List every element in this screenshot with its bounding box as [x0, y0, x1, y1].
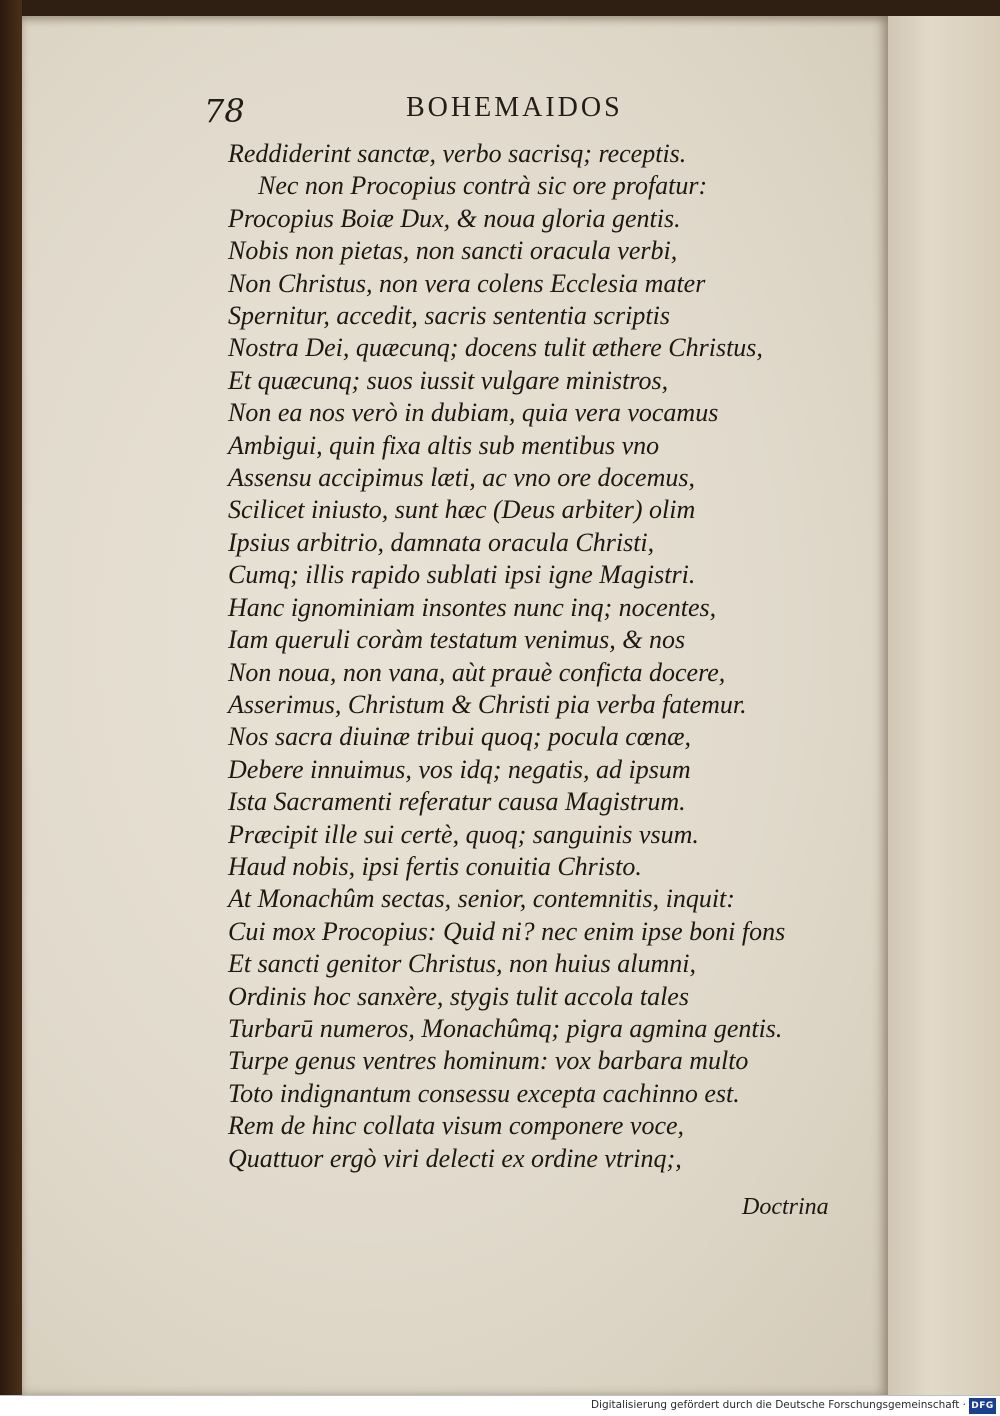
verse-line: Cumq; illis rapido sublati ipsi igne Magistri.	[228, 560, 696, 590]
verse-line: Ambigui, quin fixa altis sub mentibus vno	[228, 430, 660, 460]
verse-line: Toto indignantum consessu excepta cachinno est.	[228, 1078, 740, 1108]
catchword: Doctrina	[742, 1194, 829, 1220]
facing-page-edge	[884, 16, 1000, 1395]
page-number: 78	[204, 92, 245, 130]
verse-line: Ista Sacramenti referatur causa Magistrum.	[228, 787, 686, 817]
verse-line: Reddiderint sanctæ, verbo sacrisq; receptis.	[228, 139, 687, 168]
funding-credit: Digitalisierung gefördert durch die Deutsche Forschungsgemeinschaft ·	[590, 1399, 966, 1411]
verse-line: Haud nobis, ipsi fertis conuitia Christo.	[228, 851, 642, 881]
verse-line: Nos sacra diuinæ tribui quoq; pocula cœnæ,	[228, 722, 691, 752]
verse-line: Spernitur, accedit, sacris sententia scriptis	[228, 301, 670, 331]
verse-line: Quattuor ergò viri delecti ex ordine vtrinq;,	[228, 1143, 682, 1173]
verse-line: Non Christus, non vera colens Ecclesia mater	[228, 268, 706, 298]
scan-edge-left	[0, 0, 22, 1395]
verse-line: Ipsius arbitrio, damnata oracula Christi,	[228, 527, 655, 557]
verse-line: Et sancti genitor Christus, non huius alumni,	[228, 949, 697, 979]
running-head: BOHEMAIDOS	[406, 92, 623, 123]
verse-line: Iam queruli coràm testatum venimus, & nos	[228, 625, 686, 655]
verse-line: Scilicet iniusto, sunt hæc (Deus arbiter) olim	[228, 495, 696, 525]
verse-text-block	[228, 138, 868, 1175]
verse-line: Debere innuimus, vos idq; negatis, ad ipsum	[228, 754, 691, 784]
verse-line: Ordinis hoc sanxère, stygis tulit accola tales	[228, 981, 689, 1011]
verse-line: Cui mox Procopius: Quid ni? nec enim ipse boni fons	[228, 916, 786, 946]
verse-line: Turpe genus ventres hominum: vox barbara multo	[228, 1046, 749, 1076]
verse-line: Procopius Boiæ Dux, & noua gloria gentis.	[228, 203, 681, 233]
verse-line: Non noua, non vana, aùt prauè conficta docere,	[228, 657, 726, 687]
verse-line: Hanc ignominiam insontes nunc inq; nocentes,	[228, 592, 717, 622]
verse-line: At Monachûm sectas, senior, contemnitis, inquit:	[228, 884, 735, 914]
verse-line: Nobis non pietas, non sancti oracula verbi,	[228, 236, 678, 266]
verse-line: Assensu accipimus læti, ac vno ore docemus,	[228, 463, 695, 493]
verse-line: Nostra Dei, quæcunq; docens tulit æthere Christus,	[228, 333, 763, 363]
verse-line: Rem de hinc collata visum componere voce,	[228, 1111, 685, 1141]
verse-line: Asserimus, Christum & Christi pia verba fatemur.	[228, 689, 747, 719]
verse-line: Non ea nos verò in dubiam, quia vera vocamus	[228, 398, 719, 428]
footer-bar	[0, 1395, 1000, 1416]
scan-edge-top	[0, 0, 1000, 16]
verse-line: Præcipit ille sui certè, quoq; sanguinis vsum.	[228, 819, 699, 849]
dfg-logo-icon: DFG	[969, 1398, 996, 1414]
verse-line: Nec non Procopius contrà sic ore profatur:	[258, 171, 708, 201]
verse-line: Turbarū numeros, Monachûmq; pigra agmina gentis.	[228, 1013, 783, 1043]
verse-line: Et quæcunq; suos iussit vulgare ministros,	[228, 365, 669, 395]
